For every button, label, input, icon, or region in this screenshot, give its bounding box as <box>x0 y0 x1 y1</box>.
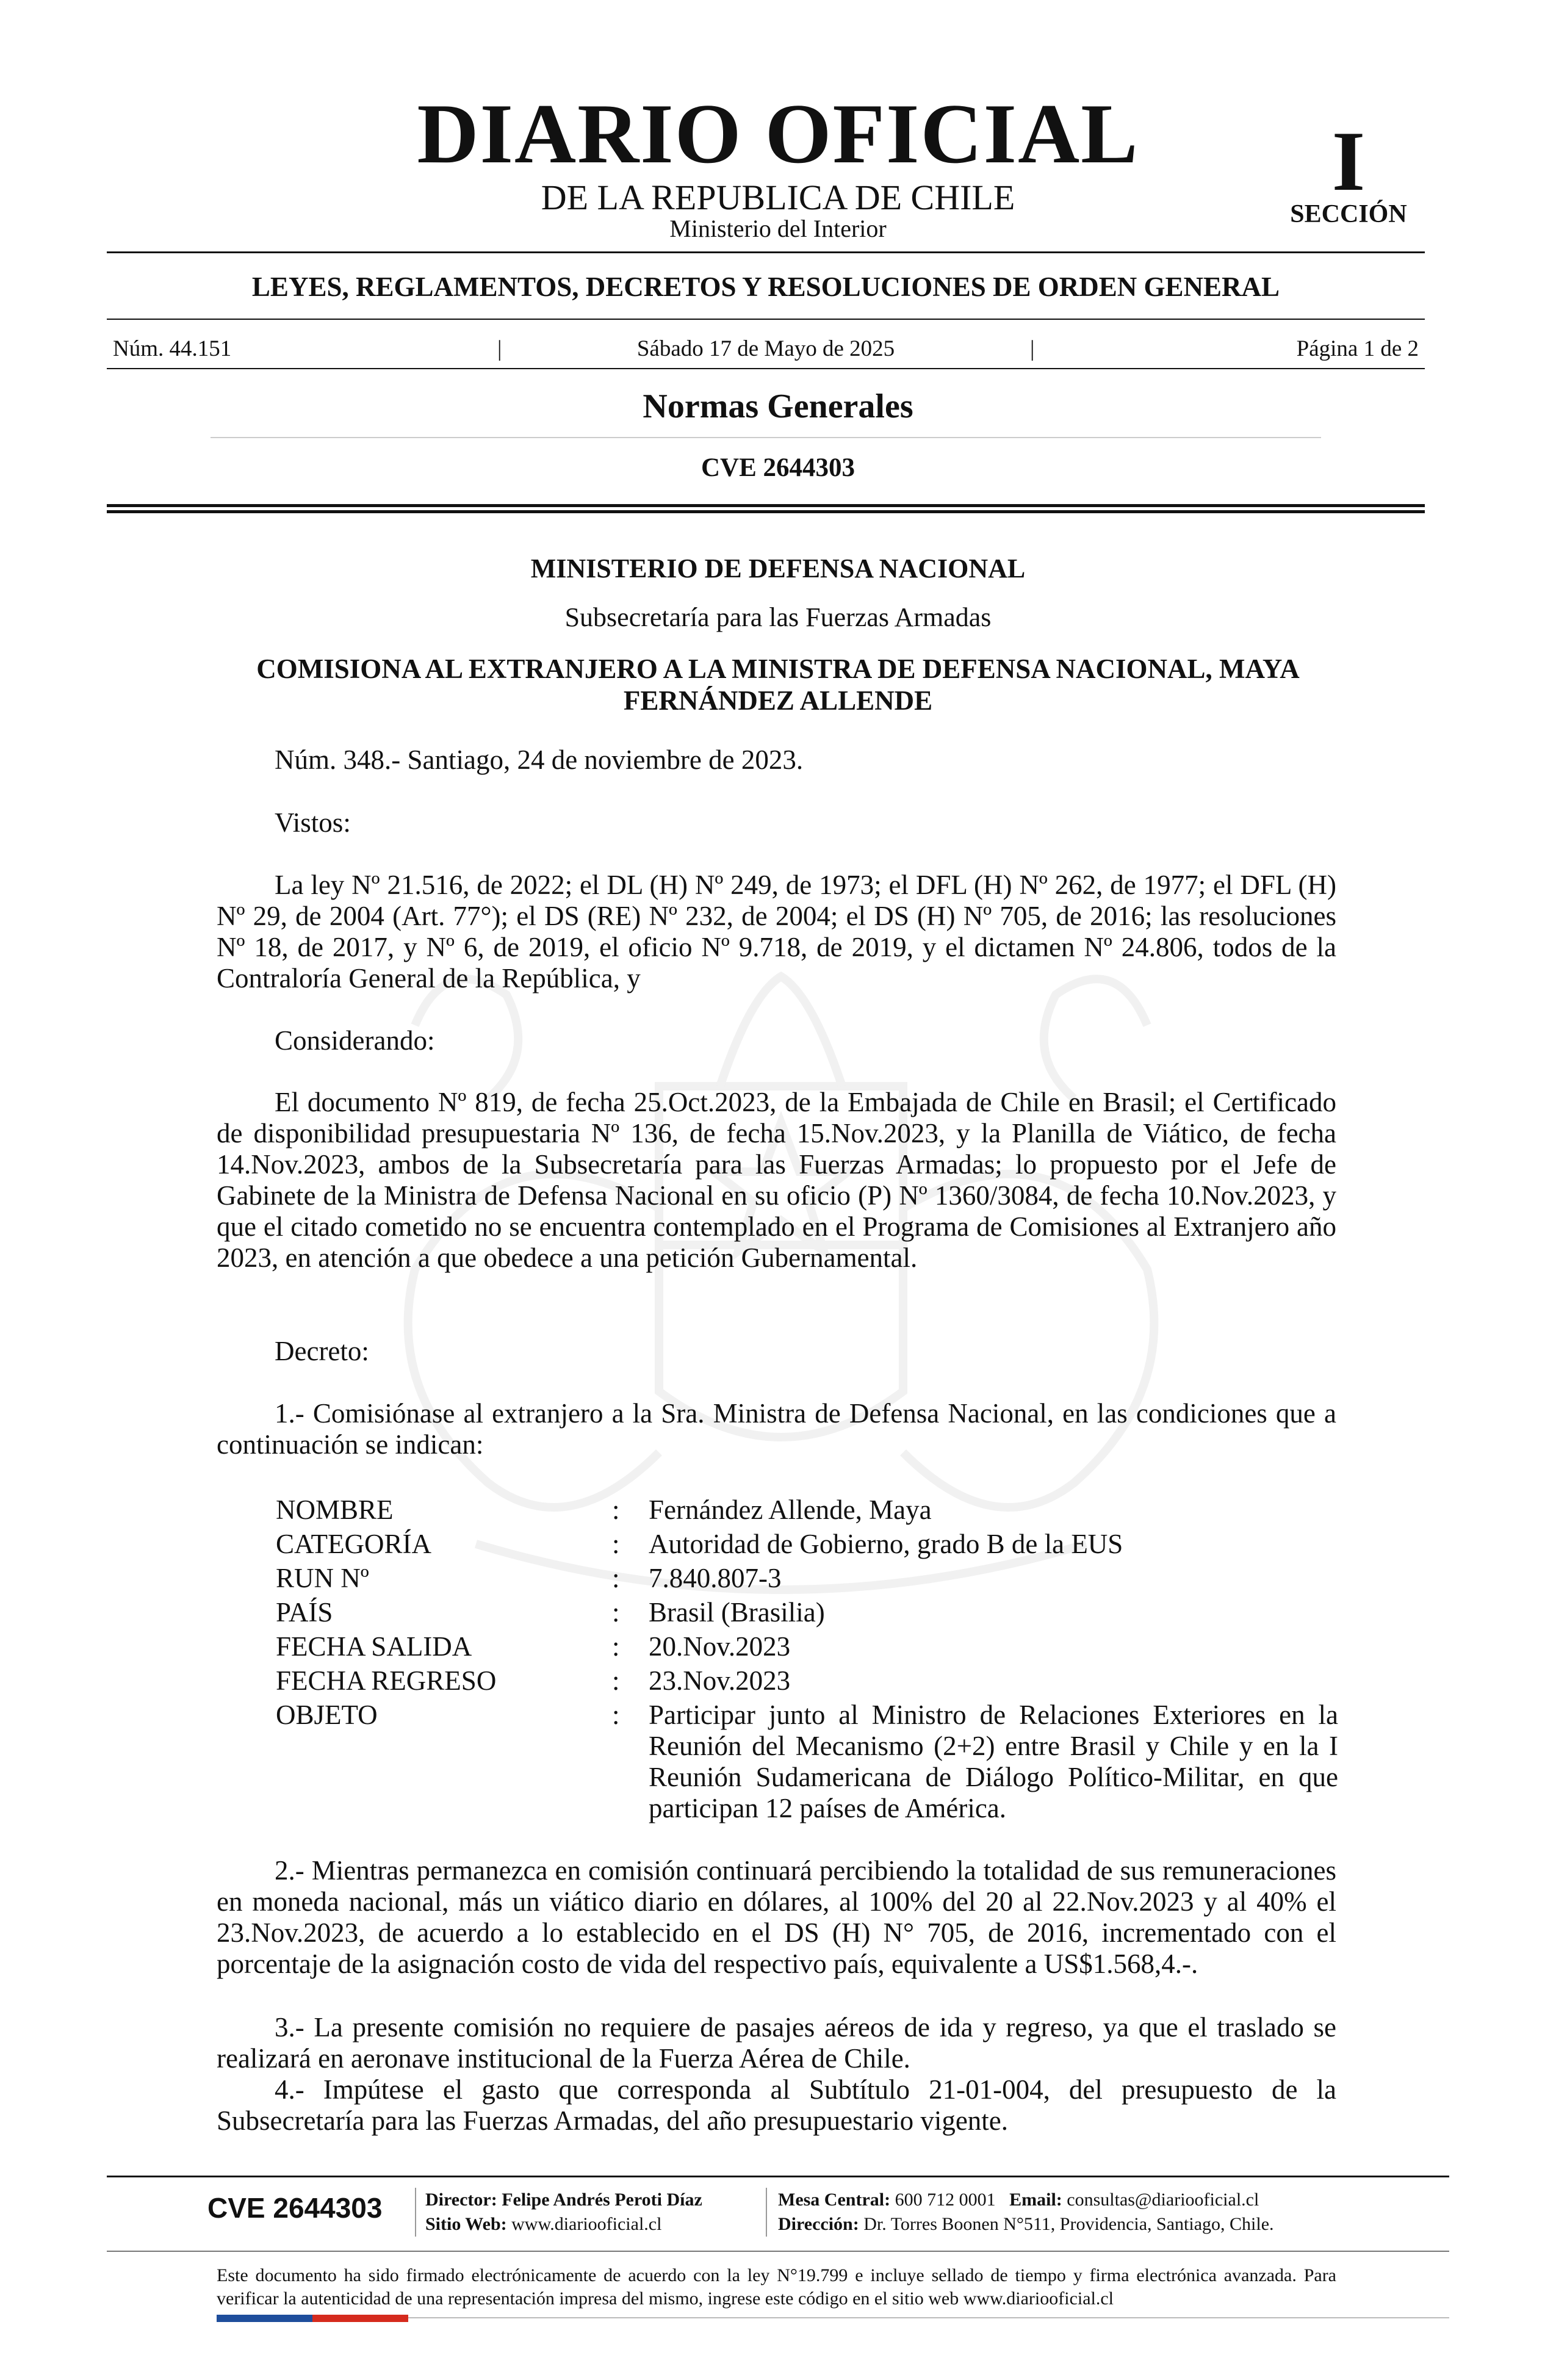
director-name: Felipe Andrés Peroti Díaz <box>502 2190 702 2210</box>
cve-header: CVE 2644303 <box>701 453 855 482</box>
header-double-rule-bottom <box>107 510 1425 513</box>
decree-item-4: 4.- Impútese el gasto que corresponda al Subtítulo 21-01-004, del presupuesto de la Subsecretaría para las Fuerzas Armadas, del año presupuestario vigente. <box>217 2074 1336 2136</box>
mesa-value: 600 712 0001 <box>895 2190 996 2210</box>
masthead-ministry: Ministerio del Interior <box>669 215 887 242</box>
detail-colon: : <box>612 1563 620 1593</box>
flag-stripe-red <box>312 2315 408 2322</box>
detail-colon: : <box>612 1597 620 1628</box>
detail-colon: : <box>612 1631 620 1662</box>
footer-separator <box>766 2188 767 2237</box>
vistos-label: Vistos: <box>275 807 351 838</box>
detail-label: FECHA REGRESO <box>276 1665 497 1696</box>
detail-value: 7.840.807-3 <box>649 1563 782 1593</box>
director-label: Director: <box>425 2190 497 2210</box>
category-divider <box>107 319 1425 320</box>
section-label: SECCIÓN <box>1290 200 1407 228</box>
decree-item-3: 3.- La presente comisión no requiere de pasajes aéreos de ida y regreso, ya que el traslado se realizará en aeronave institucional de la Fuerza Aérea de Chile. <box>217 2012 1336 2074</box>
issue-separator: | <box>1030 336 1035 361</box>
category-bar: LEYES, REGLAMENTOS, DECRETOS Y RESOLUCIONES DE ORDEN GENERAL <box>251 272 1280 302</box>
issue-separator: | <box>497 336 502 361</box>
masthead-title: DIARIO OFICIAL <box>417 87 1139 181</box>
normas-divider <box>211 437 1321 438</box>
decreto-label: Decreto: <box>275 1336 369 1366</box>
decree-title: COMISIONA AL EXTRANJERO A LA MINISTRA DE DEFENSA NACIONAL, MAYA FERNÁNDEZ ALLENDE <box>256 654 1300 716</box>
masthead-subtitle: DE LA REPUBLICA DE CHILE <box>541 178 1015 217</box>
detail-label: NOMBRE <box>276 1495 394 1525</box>
address-label: Dirección: <box>778 2214 859 2234</box>
detail-label: PAÍS <box>276 1597 333 1628</box>
web-label: Sitio Web: <box>425 2214 507 2234</box>
considerando-text: El documento Nº 819, de fecha 25.Oct.2023, de la Embajada de Chile en Brasil; el Certificado de disponibilidad presupuestaria Nº 136, de fecha 15.Nov.2023, y la Planilla de Viático, de fecha 14.Nov.2023, ambos de la Subsecretaría para las Fuerzas Armadas; lo propuesto por el Jefe de Gabinete de la Ministra de Defensa Nacional en su oficio (P) Nº 1360/3084, de fecha 10.Nov.2023, y que el citado cometido no se encuentra contemplado en el Programa de Comisiones al Extranjero año 2023, en atención a que obedece a una petición Gubernamental. <box>217 1087 1336 1273</box>
section-heading: Normas Generales <box>643 388 913 425</box>
decree-item-2: 2.- Mientras permanezca en comisión continuará percibiendo la totalidad de sus remuneraciones en moneda nacional, más un viático diario en dólares, al 100% del 20 al 22.Nov.2023 y al 40% el 23.Nov.2023, de acuerdo a lo establecido en el DS (H) N° 705, de 2016, incrementado con el porcentaje de la asignación costo de vida del respectivo país, equivalente a US$1.568,4.-. <box>217 1855 1336 1979</box>
email-label: Email: <box>1009 2190 1062 2210</box>
ministry-heading: MINISTERIO DE DEFENSA NACIONAL <box>530 554 1026 583</box>
section-number: I <box>1331 114 1366 209</box>
address-value: Dr. Torres Boonen N°511, Providencia, Santiago, Chile. <box>863 2214 1274 2234</box>
decree-item-1: 1.- Comisiónase al extranjero a la Sra. Ministra de Defensa Nacional, en las condiciones que a continuación se indican: <box>217 1398 1336 1460</box>
flag-trailing-rule <box>408 2317 1449 2318</box>
detail-colon: : <box>612 1665 620 1696</box>
detail-colon: : <box>612 1529 620 1559</box>
detail-colon: : <box>612 1495 620 1525</box>
issue-page: Página 1 de 2 <box>1296 336 1419 361</box>
detail-value: Participar junto al Ministro de Relaciones Exteriores en la Reunión del Mecanismo (2+2) entre Brasil y Chile y en la I Reunión Sudamericana de Diálogo Político-Militar, en que participan 12 países de América. <box>649 1700 1338 1823</box>
detail-label: RUN Nº <box>276 1563 369 1593</box>
detail-value: Brasil (Brasilia) <box>649 1597 825 1628</box>
web-link[interactable]: www.diariooficial.cl <box>511 2214 662 2234</box>
issue-info-row <box>113 336 1419 362</box>
detail-label: FECHA SALIDA <box>276 1631 472 1662</box>
email-link[interactable]: consultas@diariooficial.cl <box>1067 2190 1259 2210</box>
footer-cve: CVE 2644303 <box>207 2192 383 2224</box>
detail-value: 23.Nov.2023 <box>649 1665 791 1696</box>
issue-date: Sábado 17 de Mayo de 2025 <box>636 336 895 361</box>
detail-colon: : <box>612 1700 620 1730</box>
vistos-text: La ley Nº 21.516, de 2022; el DL (H) Nº 249, de 1973; el DFL (H) Nº 262, de 1977; el DFL (H) Nº 29, de 2004 (Art. 77°); el DS (RE) Nº 232, de 2004; el DS (H) Nº 705, de 2016; las resoluciones Nº 18, de 2017, y Nº 6, de 2019, el oficio Nº 9.718, de 2019, y el dictamen Nº 24.806, todos de la Contraloría General de la República, y <box>217 870 1336 993</box>
detail-value: Fernández Allende, Maya <box>649 1495 932 1525</box>
legal-notice: Este documento ha sido firmado electrónicamente de acuerdo con la ley N°19.799 e incluye sellado de tiempo y firma electrónica avanzada. Para verificar la autenticidad de una representación impresa del mismo, ingrese este código en el sitio web www.diariooficial.cl <box>217 2265 1336 2309</box>
issue-number: Núm. 44.151 <box>113 336 232 361</box>
subsecretaria: Subsecretaría para las Fuerzas Armadas <box>564 602 992 632</box>
footer-separator <box>415 2188 416 2237</box>
detail-value: Autoridad de Gobierno, grado B de la EUS <box>649 1529 1123 1559</box>
header-double-rule-top <box>107 504 1425 507</box>
detail-label: OBJETO <box>276 1700 378 1730</box>
considerando-label: Considerando: <box>275 1025 435 1056</box>
mesa-label: Mesa Central: <box>778 2190 891 2210</box>
footer-contact-block <box>778 2188 1388 2237</box>
footer-director-block <box>425 2188 773 2237</box>
decree-number-line: Núm. 348.- Santiago, 24 de noviembre de 2023. <box>275 745 804 775</box>
detail-label: CATEGORÍA <box>276 1529 431 1559</box>
detail-value: 20.Nov.2023 <box>649 1631 791 1662</box>
masthead-divider <box>107 251 1425 253</box>
footer-divider <box>107 2176 1449 2177</box>
footer-legal-divider <box>107 2251 1449 2252</box>
flag-stripe-blue <box>217 2315 312 2322</box>
info-divider <box>107 368 1425 369</box>
